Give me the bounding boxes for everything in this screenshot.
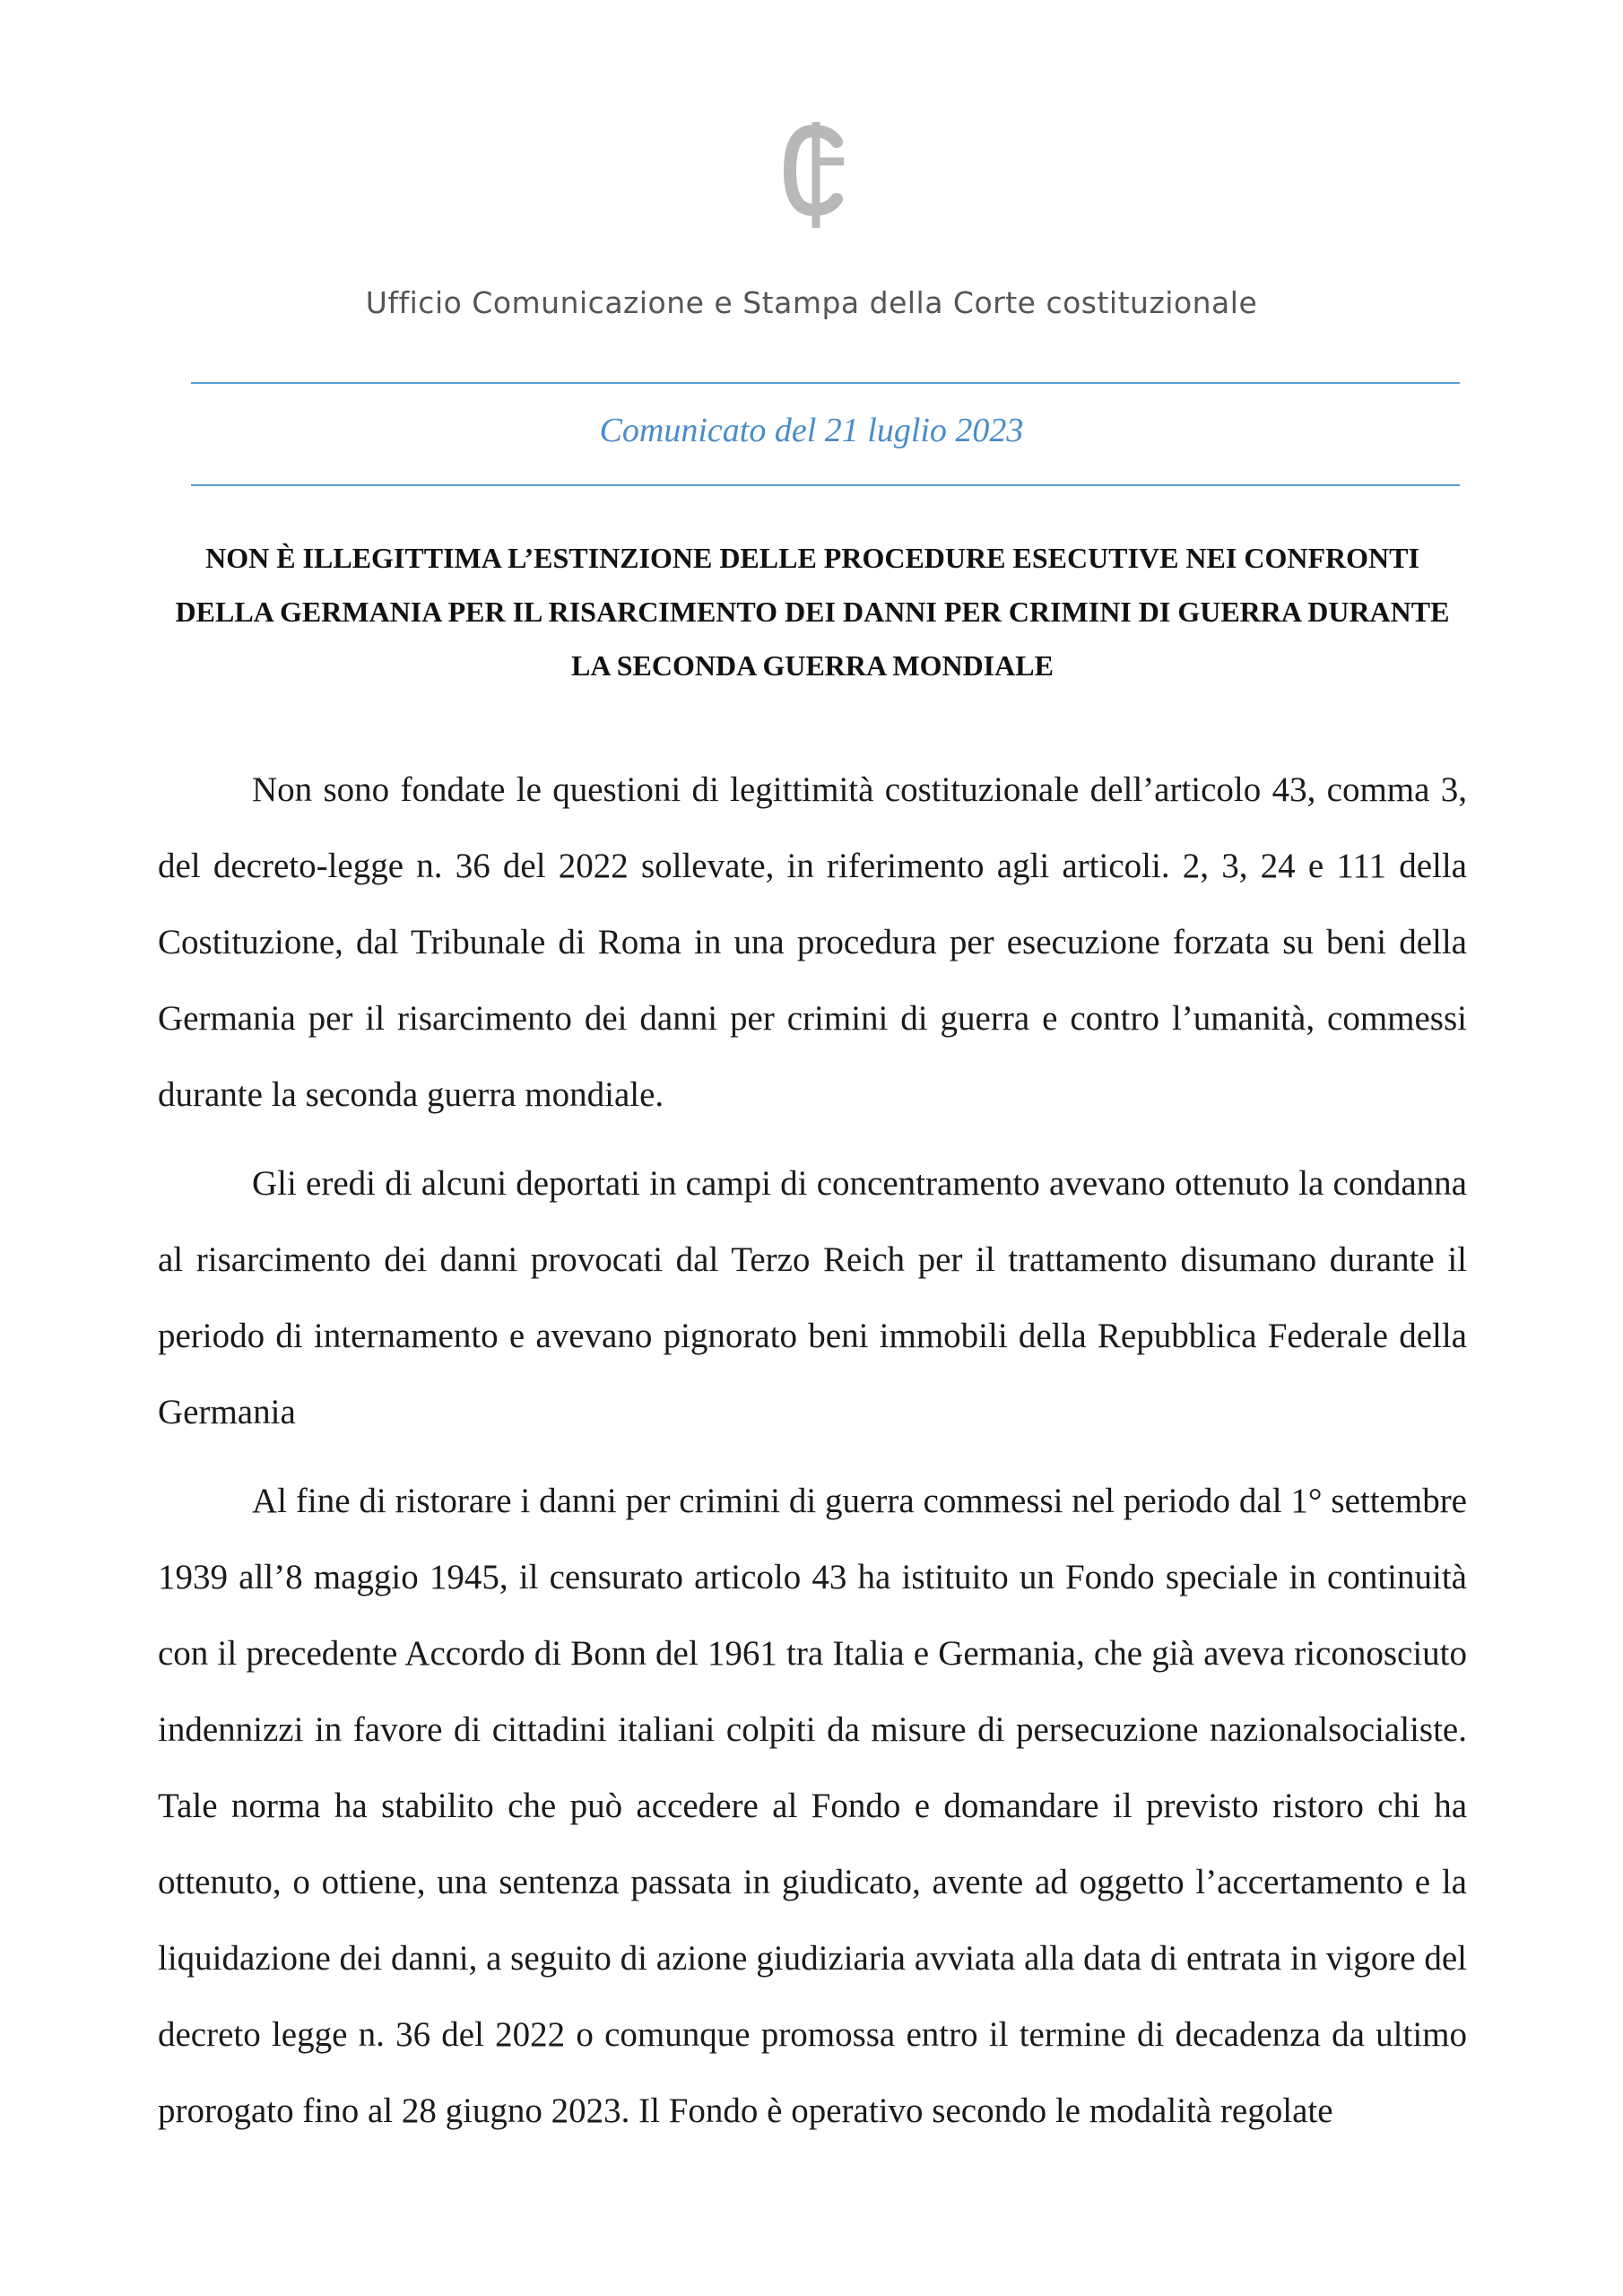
office-name: Ufficio Comunicazione e Stampa della Corte costituzionale [365,285,1258,320]
body-paragraph: Al fine di ristorare i danni per crimini di guerra commessi nel periodo dal 1° settembre 1939 all’8 maggio 1945, il censurato articolo 43 ha istituito un Fondo speciale in continuità con il precedente Accordo di Bonn del 1961 tra Italia e Germania, che già aveva riconosciuto indennizzi in favore di cittadini italiani colpiti da misure di persecuzione nazionalsocialiste. Tale norma ha stabilito che può accedere al Fondo e domandare il previsto ristoro chi ha ottenuto, o ottiene, una sentenza passata in giudicato, avente ad oggetto l’accertamento e la liquidazione dei danni, a seguito di azione giudiziaria avviata alla data di entrata in vigore del decreto legge n. 36 del 2022 o comunque promossa entro il termine di decadenza da ultimo prorogato fino al 28 giugno 2023. Il Fondo è operativo secondo le modalità regolate [158,1482,1467,2130]
press-release-body [158,752,1467,2161]
body-paragraph: Gli eredi di alcuni deportati in campi di concentramento avevano ottenuto la condanna al risarcimento dei danni provocati dal Terzo Reich per il trattamento disumano durante il periodo di internamento e avevano pignorato beni immobili della Repubblica Federale della Germania [158,1164,1467,1431]
communique-date: Comunicato del 21 luglio 2023 [599,412,1024,449]
corte-costituzionale-logo-icon [767,117,865,233]
press-release-headline: NON È ILLEGITTIMA L’ESTINZIONE DELLE PROCEDURE ESECUTIVE NEI CONFRONTI DELLA GERMANIA PER IL RISARCIMENTO DEI DANNI PER CRIMINI DI GUERRA DURANTE LA SECONDA GUERRA MONDIALE [175,542,1450,682]
top-divider [191,382,1460,384]
body-paragraph: Non sono fondate le questioni di legittimità costituzionale dell’articolo 43, comma 3, del decreto-legge n. 36 del 2022 sollevate, in riferimento agli articoli. 2, 3, 24 e 111 della Costituzione, dal Tribunale di Roma in una procedura per esecuzione forzata su beni della Germania per il risarcimento dei danni per crimini di guerra e contro l’umanità, commessi durante la seconda guerra mondiale. [158,770,1467,1114]
bottom-divider [191,484,1460,486]
